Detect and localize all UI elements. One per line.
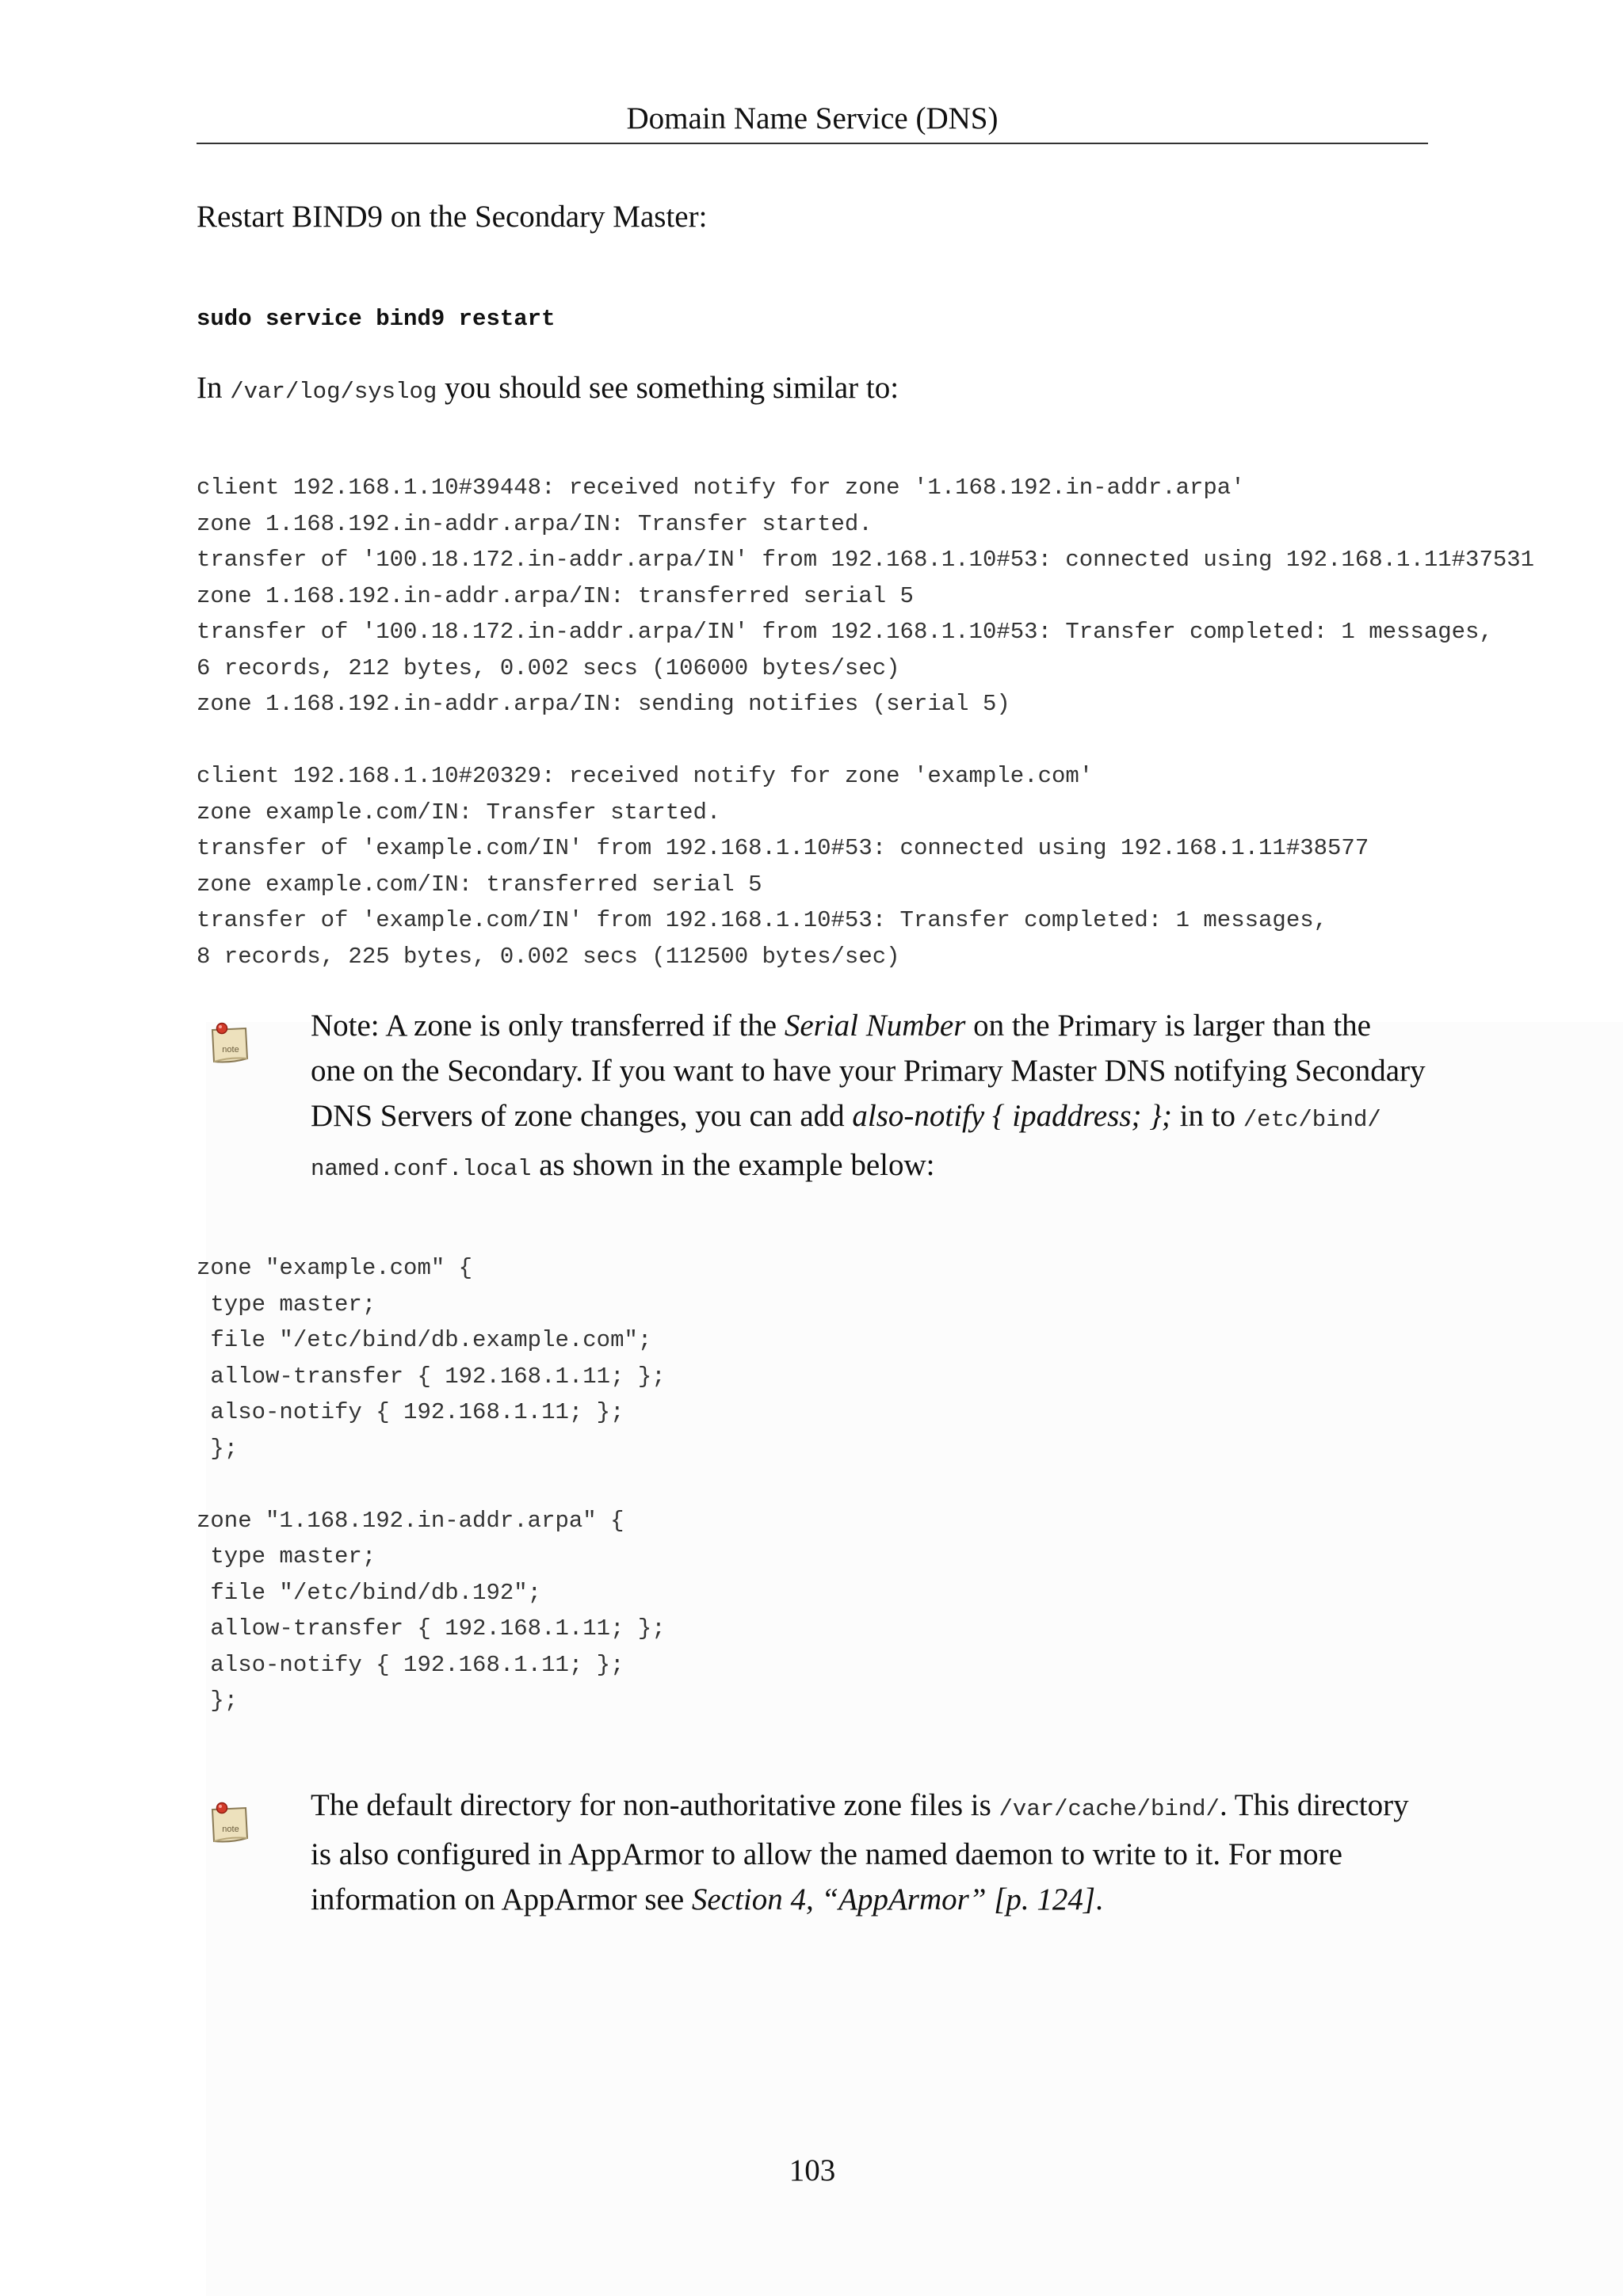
running-header: Domain Name Service (DNS) <box>626 101 999 135</box>
note-icon-label: note <box>222 1045 239 1055</box>
named-conf-example <box>197 1250 666 1719</box>
config-line: allow-transfer { 192.168.1.11; }; <box>197 1363 666 1390</box>
log-line: zone example.com/IN: Transfer started. <box>197 799 721 826</box>
log-line: client 192.168.1.10#20329: received notify for zone 'example.com' <box>197 763 1094 789</box>
config-line: type master; <box>197 1543 376 1569</box>
note-line <box>311 1783 1420 1832</box>
note-text: The default directory for non-authoritative zone files is <box>311 1788 999 1822</box>
note-icon <box>208 1802 250 1846</box>
note-text: on the Primary is larger than the <box>965 1009 1371 1043</box>
log-intro-prefix: In <box>197 371 231 405</box>
log-line: 6 records, 212 bytes, 0.002 secs (106000 bytes/sec) <box>197 654 900 681</box>
note-emphasis-also-notify: also-notify { ipaddress; }; <box>852 1099 1172 1133</box>
config-line: file "/etc/bind/db.example.com"; <box>197 1327 652 1353</box>
config-line: also-notify { 192.168.1.11; }; <box>197 1399 624 1425</box>
note-pin-shine <box>219 1805 222 1808</box>
log-line: transfer of '100.18.172.in-addr.arpa/IN' from 192.168.1.10#53: connected using 192.168.1.11#37531 <box>197 547 1535 573</box>
restart-instruction: Restart BIND9 on the Secondary Master: <box>197 200 708 234</box>
note-line <box>311 1093 1420 1142</box>
config-line: zone "1.168.192.in-addr.arpa" { <box>197 1507 624 1534</box>
log-line: zone 1.168.192.in-addr.arpa/IN: Transfer started. <box>197 510 873 537</box>
note-pin <box>217 1024 227 1034</box>
note-path: named.conf.local <box>311 1156 532 1182</box>
header-rule <box>197 143 1428 144</box>
log-line: zone 1.168.192.in-addr.arpa/IN: sending notifies (serial 5) <box>197 691 1010 717</box>
log-intro-suffix: you should see something similar to: <box>437 371 899 405</box>
config-line: also-notify { 192.168.1.11; }; <box>197 1651 624 1678</box>
note-pin <box>217 1803 227 1814</box>
log-line: zone 1.168.192.in-addr.arpa/IN: transferred serial 5 <box>197 582 914 609</box>
log-line: client 192.168.1.10#39448: received notify for zone '1.168.192.in-addr.arpa' <box>197 475 1245 501</box>
note-text: DNS Servers of zone changes, you can add <box>311 1099 853 1133</box>
note-text: as shown in the example below: <box>531 1148 935 1182</box>
note-pin-shine <box>219 1025 222 1028</box>
note-line: is also configured in AppArmor to allow the named daemon to write to it. For more <box>311 1837 1342 1871</box>
syslog-output <box>197 470 1534 974</box>
note-line <box>311 1142 1420 1192</box>
note-path: /etc/bind/ <box>1243 1107 1381 1133</box>
log-line: 8 records, 225 bytes, 0.002 secs (112500 bytes/sec) <box>197 943 900 970</box>
note-text: information on AppArmor see <box>311 1882 692 1917</box>
note-icon-label: note <box>222 1825 239 1834</box>
note-line <box>311 1003 1420 1048</box>
note-icon <box>208 1022 250 1066</box>
note-zone-transfer <box>311 1003 1426 1192</box>
config-line: type master; <box>197 1291 376 1318</box>
syslog-path: /var/log/syslog <box>230 379 437 405</box>
note-emphasis-serial-number: Serial Number <box>784 1009 966 1043</box>
note-line <box>311 1877 1420 1922</box>
config-line: }; <box>197 1688 239 1714</box>
note-cache-directory <box>311 1783 1420 1922</box>
log-line: zone example.com/IN: transferred serial 5 <box>197 871 762 898</box>
config-line <box>197 1466 666 1503</box>
log-line: transfer of 'example.com/IN' from 192.168.1.10#53: connected using 192.168.1.11#38577 <box>197 835 1369 861</box>
note-text: . <box>1095 1882 1103 1917</box>
config-line: file "/etc/bind/db.192"; <box>197 1579 542 1606</box>
note-text: in to <box>1171 1099 1243 1133</box>
config-line: allow-transfer { 192.168.1.11; }; <box>197 1615 666 1642</box>
page-number: 103 <box>789 2153 836 2187</box>
log-intro <box>197 366 899 414</box>
apparmor-section-link[interactable]: Section 4, “AppArmor” [p. 124] <box>691 1882 1096 1917</box>
note-line: one on the Secondary. If you want to have your Primary Master DNS notifying Secondary <box>311 1054 1426 1088</box>
restart-command: sudo service bind9 restart <box>197 306 556 332</box>
note-text: Note: A zone is only transferred if the <box>311 1009 785 1043</box>
log-line: transfer of 'example.com/IN' from 192.168.1.10#53: Transfer completed: 1 messages, <box>197 907 1328 933</box>
config-line: }; <box>197 1435 239 1462</box>
note-path: /var/cache/bind/ <box>999 1796 1220 1822</box>
log-line: transfer of '100.18.172.in-addr.arpa/IN' from 192.168.1.10#53: Transfer completed: 1 messages, <box>197 619 1493 645</box>
note-text: . This directory <box>1219 1788 1409 1822</box>
log-line <box>197 723 1534 759</box>
config-line: zone "example.com" { <box>197 1255 473 1281</box>
